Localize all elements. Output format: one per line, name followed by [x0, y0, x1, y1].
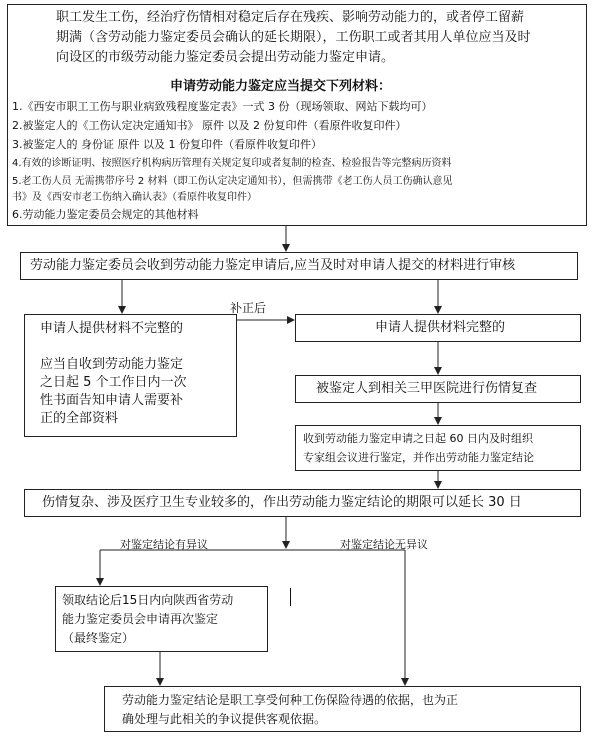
incomplete-line-2: 之日起 5 个工作日内一次 [40, 375, 187, 390]
materials-item-5b: 书》及《西安市老工伤纳入确认表》（看原件收复印件） [12, 192, 257, 203]
materials-item-2: 2.被鉴定人的《工伤认定决定通知书》 原件 以及 2 份复印件（看原件收复印件） [12, 119, 407, 132]
intro-line-3: 向设区的市级劳动能力鉴定委员会提出劳动能力鉴定申请。 [56, 50, 395, 65]
materials-item-4: 4.有效的诊断证明、按照医疗机构病历管理有关规定复印或者复制的检查、检验报告等完整病历资料 [12, 158, 452, 169]
incomplete-line-3: 性书面告知申请人需要补 [40, 393, 184, 408]
no-objection-label: 对鉴定结论无异议 [340, 538, 428, 551]
materials-item-6: 6.劳动能力鉴定委员会规定的其他材料 [12, 208, 199, 221]
review-text: 劳动能力鉴定委员会收到劳动能力鉴定申请后,应当及时对申请人提交的材料进行审核 [30, 258, 516, 273]
supplement-label: 补正后 [230, 301, 267, 315]
materials-heading: 申请劳动能力鉴定应当提交下列材料： [170, 79, 392, 94]
materials-item-3: 3.被鉴定人的 身份证 原件 以及 1 份复印件（看原件收复印件） [12, 138, 322, 151]
expert-line-1: 收到劳动能力鉴定申请之日起 60 日内及时组织 [303, 432, 533, 445]
materials-item-5a: 5.老工伤人员 无需携带序号 2 材料（即工伤认定决定通知书），但需携带《老工伤人员工伤确认意见 [12, 176, 453, 187]
final-line-1: 劳动能力鉴定结论是职工享受何种工伤保险待遇的依据，也为正 [122, 693, 459, 707]
extension-text: 伤情复杂、涉及医疗卫生专业较多的，作出劳动能力鉴定结论的期限可以延长 30 日 [42, 495, 522, 510]
final-line-2: 确处理与此相关的争议提供客观依据。 [122, 712, 327, 726]
reappraisal-line-3: （最终鉴定） [62, 631, 135, 645]
materials-item-1: 1.《西安市职工工伤与职业病致残程度鉴定表》一式 3 份（现场领取、网站下载均可） [12, 100, 433, 113]
objection-label: 对鉴定结论有异议 [120, 538, 208, 551]
hospital-text: 被鉴定人到相关三甲医院进行伤情复查 [316, 381, 538, 396]
incomplete-line-1: 应当自收到劳动能力鉴定 [40, 357, 184, 372]
reappraisal-line-1: 领取结论后15日内向陕西省劳动 [62, 593, 234, 607]
incomplete-line-4: 正的全部资料 [40, 411, 119, 426]
reappraisal-line-2: 能力鉴定委员会申请再次鉴定 [62, 612, 219, 626]
expert-line-2: 专家组会议进行鉴定，并作出劳动能力鉴定结论 [303, 451, 534, 464]
intro-line-2: 期满（含劳动能力鉴定委员会确认的延长期限），工伤职工或者其用人单位应当及时 [56, 30, 531, 45]
complete-text: 申请人提供材料完整的 [375, 320, 506, 335]
intro-line-1: 职工发生工伤，经治疗伤情相对稳定后存在残疾、影响劳动能力的，或者停工留薪 [56, 10, 525, 25]
incomplete-title: 申请人提供材料不完整的 [40, 321, 184, 336]
